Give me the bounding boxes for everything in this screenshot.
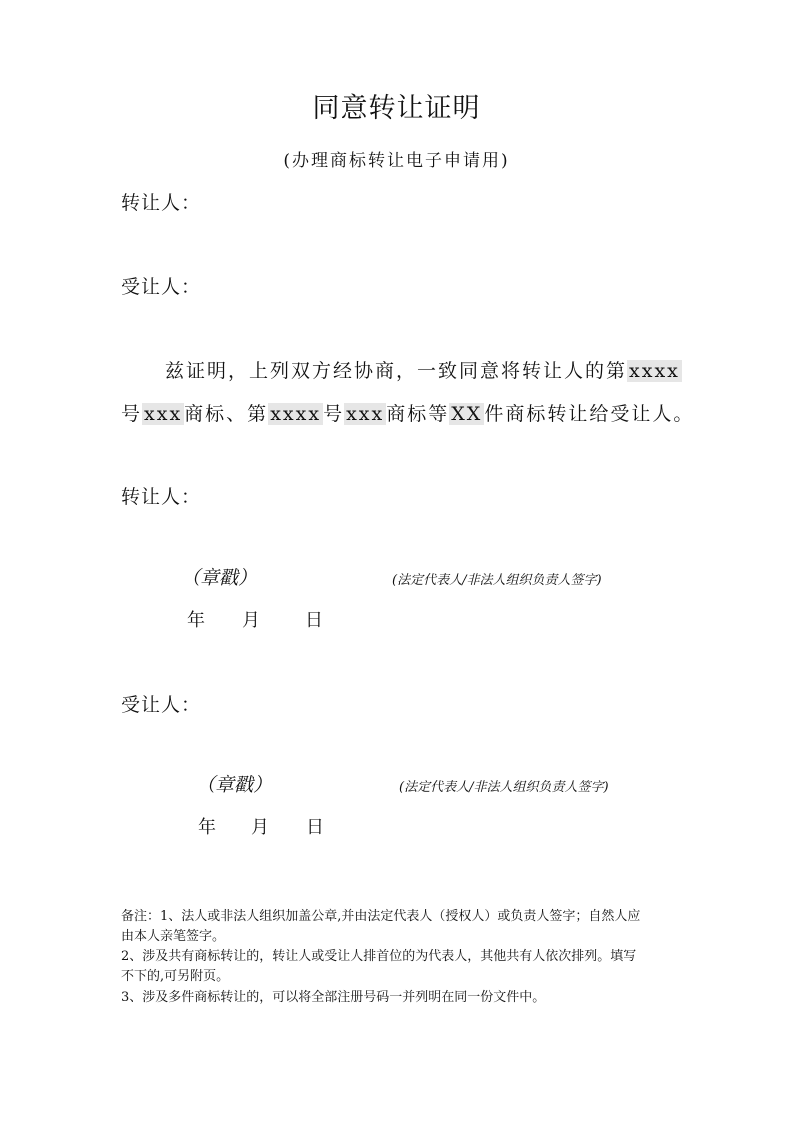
statement-line-1	[165, 356, 682, 383]
transferee-label: 受让人：	[121, 276, 202, 298]
transferee-signature-text: (法定代表人/非法人组织负责人签字)	[399, 780, 609, 795]
transferee-date-day: 日	[306, 817, 324, 838]
transferor-label: 转让人：	[121, 192, 202, 214]
note-line: 由本人亲笔签字。	[121, 929, 226, 944]
note-line: 不下的,可另附页。	[121, 969, 230, 984]
trademark-number-placeholder: xxxx	[629, 360, 680, 382]
document-subtitle: (办理商标转让电子申请用)	[283, 151, 510, 171]
transferor-signature-text: (法定代表人/非法人组织负责人签字)	[392, 573, 602, 588]
transferee-sign-label: 受让人：	[121, 694, 202, 716]
transferor-sign-label: 转让人：	[121, 486, 202, 508]
trademark-number-placeholder: xxxx	[270, 403, 322, 425]
trademark-name-placeholder: xxx	[144, 403, 183, 425]
document-title: 同意转让证明	[312, 93, 481, 124]
statement-segment: 商标、第	[184, 403, 269, 425]
statement-line-1-text: 兹证明，上列双方经协商，一致同意将转让人的第	[165, 360, 628, 382]
statement-segment: 商标等	[386, 403, 450, 425]
transferor-date-month: 月	[242, 610, 260, 631]
trademark-count-placeholder: XX	[451, 403, 483, 425]
statement-segment: 号	[323, 403, 345, 425]
statement-segment: 号	[121, 403, 143, 425]
transferee-date-year: 年	[198, 817, 216, 838]
trademark-name-placeholder: xxx	[346, 403, 385, 425]
statement-segment: 件商标转让给受让人。	[484, 403, 695, 425]
note-line: 3、涉及多件商标转让的，可以将全部注册号码一并列明在同一份文件中。	[121, 990, 546, 1005]
note-line: 2、涉及共有商标转让的，转让人或受让人排首位的为代表人，其他共有人依次排列。填写	[121, 949, 637, 964]
transferor-seal-text: （章戳）	[181, 567, 258, 589]
statement-line-2	[121, 399, 694, 426]
transferor-date-day: 日	[305, 610, 323, 631]
transferor-date-year: 年	[187, 610, 205, 631]
transferee-date-month: 月	[251, 817, 269, 838]
transferee-seal-text: （章戳）	[196, 774, 273, 796]
note-line: 备注：1、法人或非法人组织加盖公章,并由法定代表人（授权人）或负责人签字；自然人应	[121, 909, 641, 924]
